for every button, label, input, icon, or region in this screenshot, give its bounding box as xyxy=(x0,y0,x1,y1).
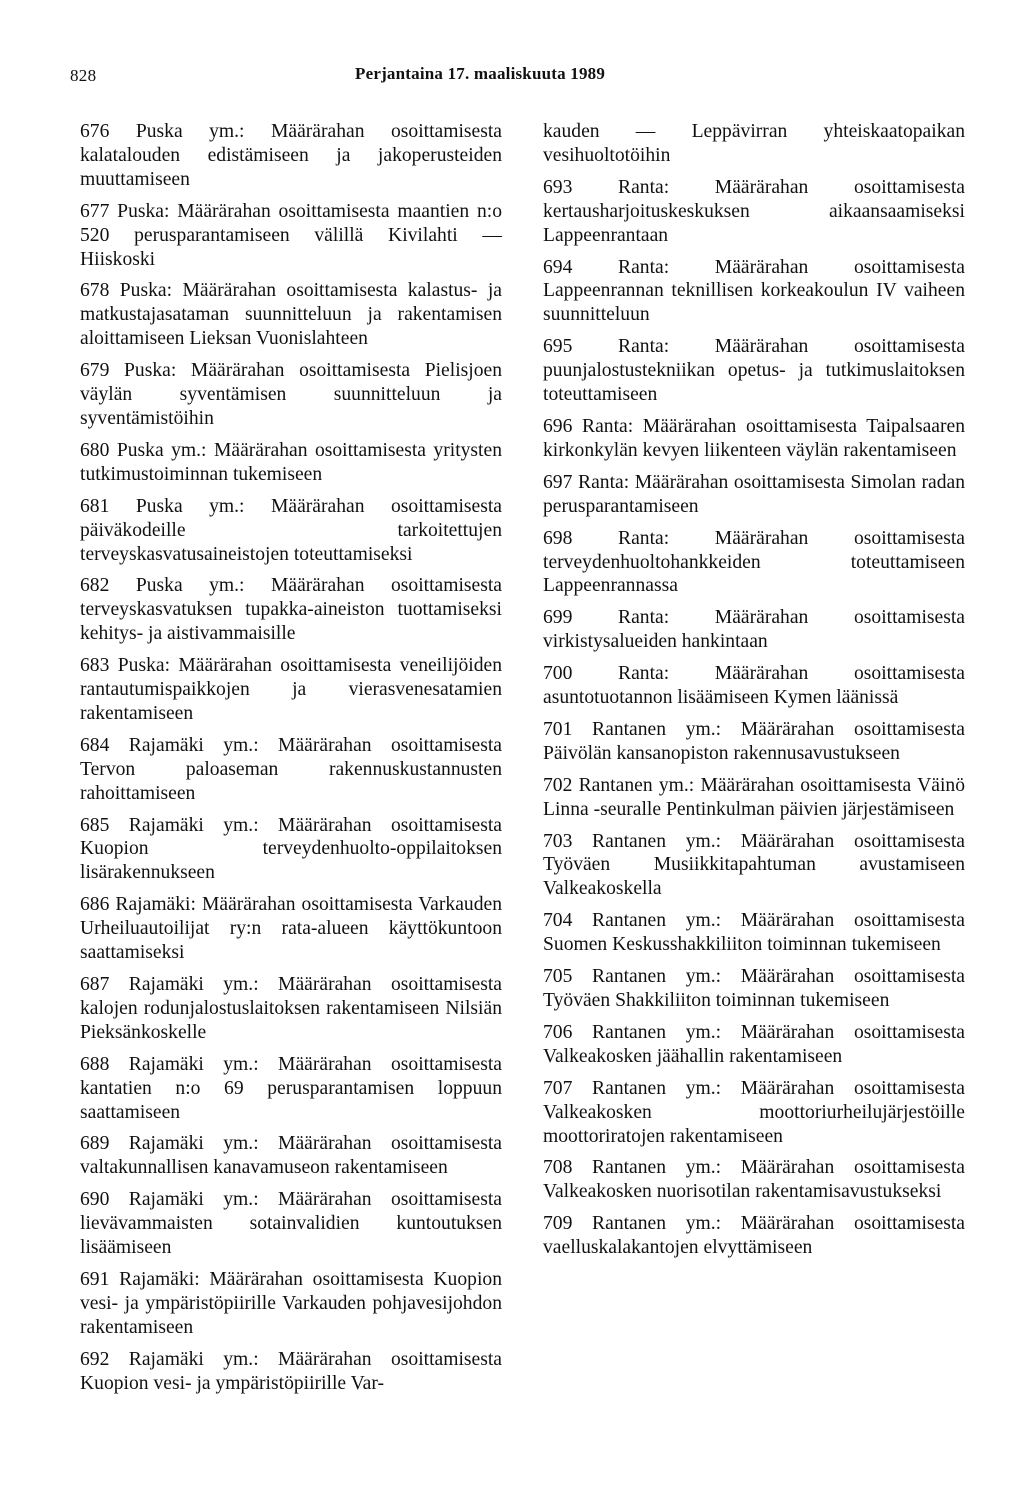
motion-entry-680: 680 Puska ym.: Määrärahan osoittamisesta yritysten tutkimustoiminnan tukemiseen xyxy=(80,439,502,485)
motion-entry-708: 708 Rantanen ym.: Määrärahan osoittamisesta Valkeakosken nuorisotilan rakentamisavustukseksi xyxy=(543,1157,965,1203)
motion-entry-707: 707 Rantanen ym.: Määrärahan osoittamisesta Valkeakosken moottoriurheilujärjestöille moottoriratojen rakentamiseen xyxy=(543,1077,965,1147)
motion-entry-683: 683 Puska: Määrärahan osoittamisesta veneilijöiden rantautumispaikkojen ja vierasvenesatamien rakentamiseen xyxy=(80,655,502,724)
motion-entry-699: 699 Ranta: Määrärahan osoittamisesta virkistysalueiden hankintaan xyxy=(543,607,965,653)
motion-entry-706: 706 Rantanen ym.: Määrärahan osoittamisesta Valkeakosken jäähallin rakentamiseen xyxy=(543,1021,965,1067)
right-column xyxy=(543,120,965,1268)
motion-entry-704: 704 Rantanen ym.: Määrärahan osoittamisesta Suomen Keskusshakkiliiton toiminnan tukemiseen xyxy=(543,910,965,956)
motion-entry-679: 679 Puska: Määrärahan osoittamisesta Pielisjoen väylän syventämisen suunnitteluun ja syventämistöihin xyxy=(80,360,502,429)
motion-entry-709: 709 Rantanen ym.: Määrärahan osoittamisesta vaelluskalakantojen elvyttämiseen xyxy=(543,1213,965,1259)
motion-entry-678: 678 Puska: Määrärahan osoittamisesta kalastus- ja matkustajasataman suunnitteluun ja rakentamisen aloittamiseen Lieksan Vuonislahteen xyxy=(80,280,502,350)
page-number: 828 xyxy=(70,66,97,85)
left-column xyxy=(80,120,502,1404)
motion-entry-691: 691 Rajamäki: Määrärahan osoittamisesta Kuopion vesi- ja ympäristöpiirille Varkauden pohjavesijohdon rakentamiseen xyxy=(80,1268,502,1338)
motion-entry-697: 697 Ranta: Määrärahan osoittamisesta Simolan radan perusparantamiseen xyxy=(543,471,965,517)
motion-entry-681: 681 Puska ym.: Määrärahan osoittamisesta päiväkodeille tarkoitettujen terveyskasvatusaineistojen toteuttamiseksi xyxy=(80,495,502,565)
motion-entry-684: 684 Rajamäki ym.: Määrärahan osoittamisesta Tervon paloaseman rakennuskustannusten rahoittamiseen xyxy=(80,734,502,804)
motion-entry-689: 689 Rajamäki ym.: Määrärahan osoittamisesta valtakunnallisen kanavamuseon rakentamiseen xyxy=(80,1133,502,1179)
motion-entry-703: 703 Rantanen ym.: Määrärahan osoittamisesta Työväen Musiikkitapahtuman avustamiseen Valkeakoskella xyxy=(543,830,965,900)
motion-entry-693: 693 Ranta: Määrärahan osoittamisesta kertausharjoituskeskuksen aikaansaamiseksi Lappeenrantaan xyxy=(543,176,965,246)
motion-entry-696: 696 Ranta: Määrärahan osoittamisesta Taipalsaaren kirkonkylän kevyen liikenteen väylän rakentamiseen xyxy=(543,415,965,461)
motion-entry-702: 702 Rantanen ym.: Määrärahan osoittamisesta Väinö Linna -seuralle Pentinkulman päivien järjestämiseen xyxy=(543,774,965,820)
running-head: Perjantaina 17. maaliskuuta 1989 xyxy=(355,64,606,83)
motion-entry-687: 687 Rajamäki ym.: Määrärahan osoittamisesta kalojen rodunjalostuslaitoksen rakentamiseen Nilsiän Pieksänkoskelle xyxy=(80,974,502,1043)
motion-entry-705: 705 Rantanen ym.: Määrärahan osoittamisesta Työväen Shakkiliiton toiminnan tukemiseen xyxy=(543,966,965,1011)
motion-entry-677: 677 Puska: Määrärahan osoittamisesta maantien n:o 520 perusparantamiseen välillä Kivilahti — Hiiskoski xyxy=(80,200,502,270)
motion-entry-698: 698 Ranta: Määrärahan osoittamisesta terveydenhuoltohankkeiden toteuttamiseen Lappeenrannassa xyxy=(543,527,965,597)
motion-entry-700: 700 Ranta: Määrärahan osoittamisesta asuntotuotannon lisäämiseen Kymen läänissä xyxy=(543,663,965,709)
motion-entry-701: 701 Rantanen ym.: Määrärahan osoittamisesta Päivölän kansanopiston rakennusavustukseen xyxy=(543,718,965,764)
motion-entry-690: 690 Rajamäki ym.: Määrärahan osoittamisesta lievävammaisten sotainvalidien kuntoutuksen lisäämiseen xyxy=(80,1189,502,1259)
motion-entry-692: 692 Rajamäki ym.: Määrärahan osoittamisesta Kuopion vesi- ja ympäristöpiirille Var- xyxy=(80,1348,502,1394)
motion-entry-695: 695 Ranta: Määrärahan osoittamisesta puunjalostustekniikan opetus- ja tutkimuslaitoksen toteuttamiseen xyxy=(543,336,965,406)
motion-entry-692-continuation: kauden — Leppävirran yhteiskaatopaikan vesihuoltotöihin xyxy=(543,121,965,166)
motion-entry-685: 685 Rajamäki ym.: Määrärahan osoittamisesta Kuopion terveydenhuolto-oppilaitoksen lisärakennukseen xyxy=(80,814,502,884)
motion-entry-682: 682 Puska ym.: Määrärahan osoittamisesta terveyskasvatuksen tupakka-aineiston tuottamiseksi kehitys- ja aistivammaisille xyxy=(80,575,502,645)
motion-entry-686: 686 Rajamäki: Määrärahan osoittamisesta Varkauden Urheiluautoilijat ry:n rata-alueen käyttökuntoon saattamiseksi xyxy=(80,894,502,964)
motion-entry-694: 694 Ranta: Määrärahan osoittamisesta Lappeenrannan teknillisen korkeakoulun IV vaiheen suunnitteluun xyxy=(543,256,965,326)
motion-entry-676: 676 Puska ym.: Määrärahan osoittamisesta kalatalouden edistämiseen ja jakoperusteiden muuttamiseen xyxy=(80,121,502,190)
motion-entry-688: 688 Rajamäki ym.: Määrärahan osoittamisesta kantatien n:o 69 perusparantamisen loppuun saattamiseen xyxy=(80,1053,502,1123)
